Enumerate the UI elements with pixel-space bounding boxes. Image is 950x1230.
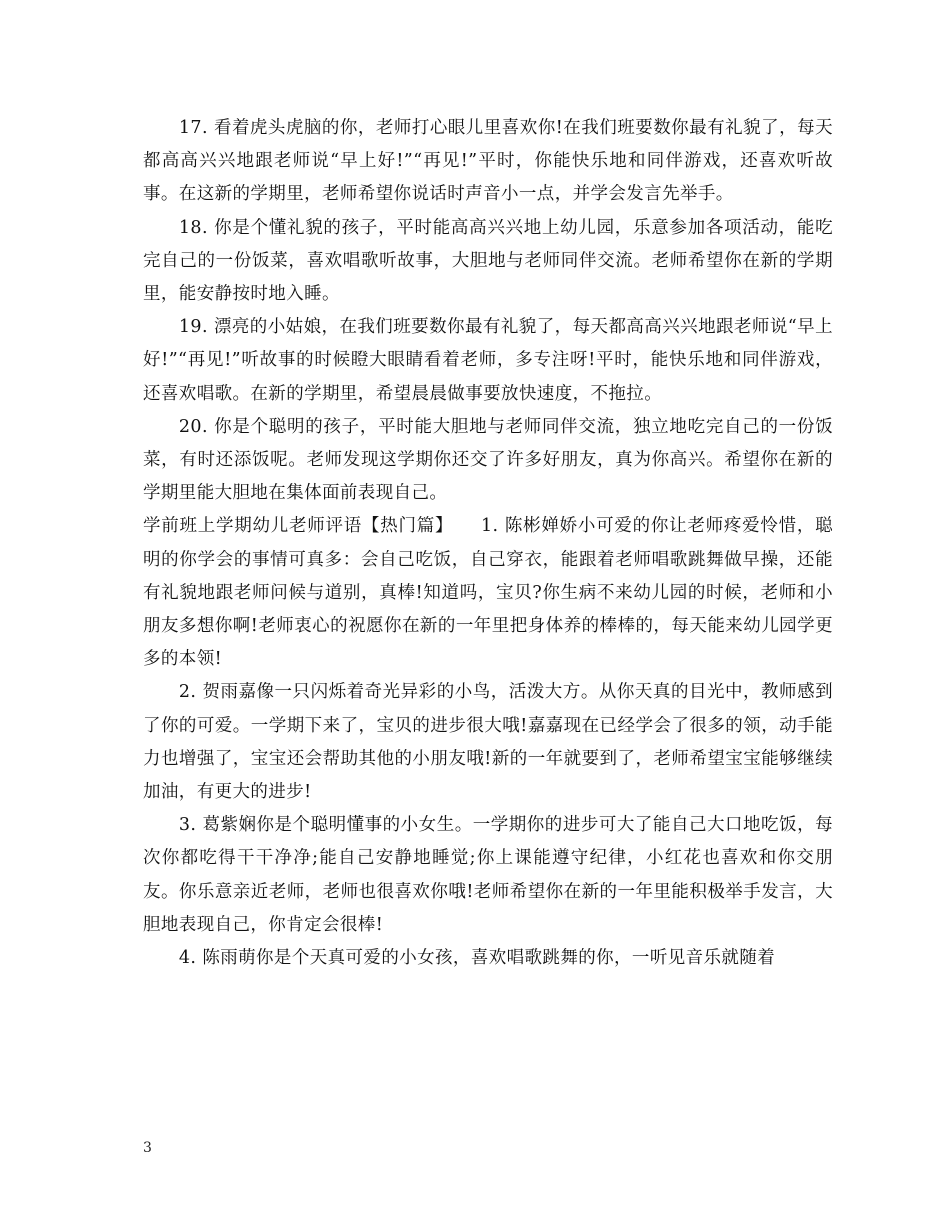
paragraph-17: 17. 看着虎头虎脑的你，老师打心眼儿里喜欢你!在我们班要数你最有礼貌了，每天都高高兴兴地跟老师说“早上好!”“再见!”平时，你能快乐地和同伴游戏，还喜欢听故事。在这新的学期里，老师希望你说话时声音小一点，并学会发言先举手。 bbox=[143, 118, 833, 205]
paragraph-19: 19. 漂亮的小姑娘，在我们班要数你最有礼貌了，每天都高高兴兴地跟老师说“早上好!”“再见!”听故事的时候瞪大眼睛看着老师，多专注呀!平时，能快乐地和同伴游戏，还喜欢唱歌。在新的学期里，希望晨晨做事要放快速度，不拖拉。 bbox=[143, 317, 833, 404]
section-heading-paragraph: 学前班上学期幼儿老师评语【热门篇】 1. 陈彬婵娇小可爱的你让老师疼爱怜惜，聪明的你学会的事情可真多：会自己吃饭，自己穿衣，能跟着老师唱歌跳舞做早操，还能有礼貌地跟老师问候与道别，真棒!知道吗，宝贝?你生病不来幼儿园的时候，老师和小朋友多想你啊!老师衷心的祝愿你在新的一年里把身体养的棒棒的，每天能来幼儿园学更多的本领! bbox=[143, 516, 833, 670]
paragraph-4: 4. 陈雨萌你是个天真可爱的小女孩，喜欢唱歌跳舞的你，一听见音乐就随着 bbox=[178, 948, 776, 969]
paragraph-20: 20. 你是个聪明的孩子，平时能大胆地与老师同伴交流，独立地吃完自己的一份饭菜，有时还添饭呢。老师发现这学期你还交了许多好朋友，真为你高兴。希望你在新的学期里能大胆地在集体面前表现自己。 bbox=[143, 416, 833, 504]
page-number: 3 bbox=[143, 1140, 152, 1156]
paragraph-3: 3. 葛紫娴你是个聪明懂事的小女生。一学期你的进步可大了能自己大口地吃饭，每次你都吃得干干净净;能自己安静地睡觉;你上课能遵守纪律，小红花也喜欢和你交朋友。你乐意亲近老师，老师也很喜欢你哦!老师希望你在新的一年里能积极举手发言，大胆地表现自己，你肯定会很棒! bbox=[143, 815, 833, 935]
paragraph-18: 18. 你是个懂礼貌的孩子，平时能高高兴兴地上幼儿园，乐意参加各项活动，能吃完自己的一份饭菜，喜欢唱歌听故事，大胆地与老师同伴交流。老师希望你在新的学期里，能安静按时地入睡。 bbox=[143, 217, 833, 305]
document-page bbox=[143, 112, 833, 975]
paragraph-2: 2. 贺雨嘉像一只闪烁着奇光异彩的小鸟，活泼大方。从你天真的目光中，教师感到了你的可爱。一学期下来了，宝贝的进步很大哦!嘉嘉现在已经学会了很多的领，动手能力也增强了，宝宝还会帮助其他的小朋友哦!新的一年就要到了，老师希望宝宝能够继续加油，有更大的进步! bbox=[143, 682, 833, 803]
